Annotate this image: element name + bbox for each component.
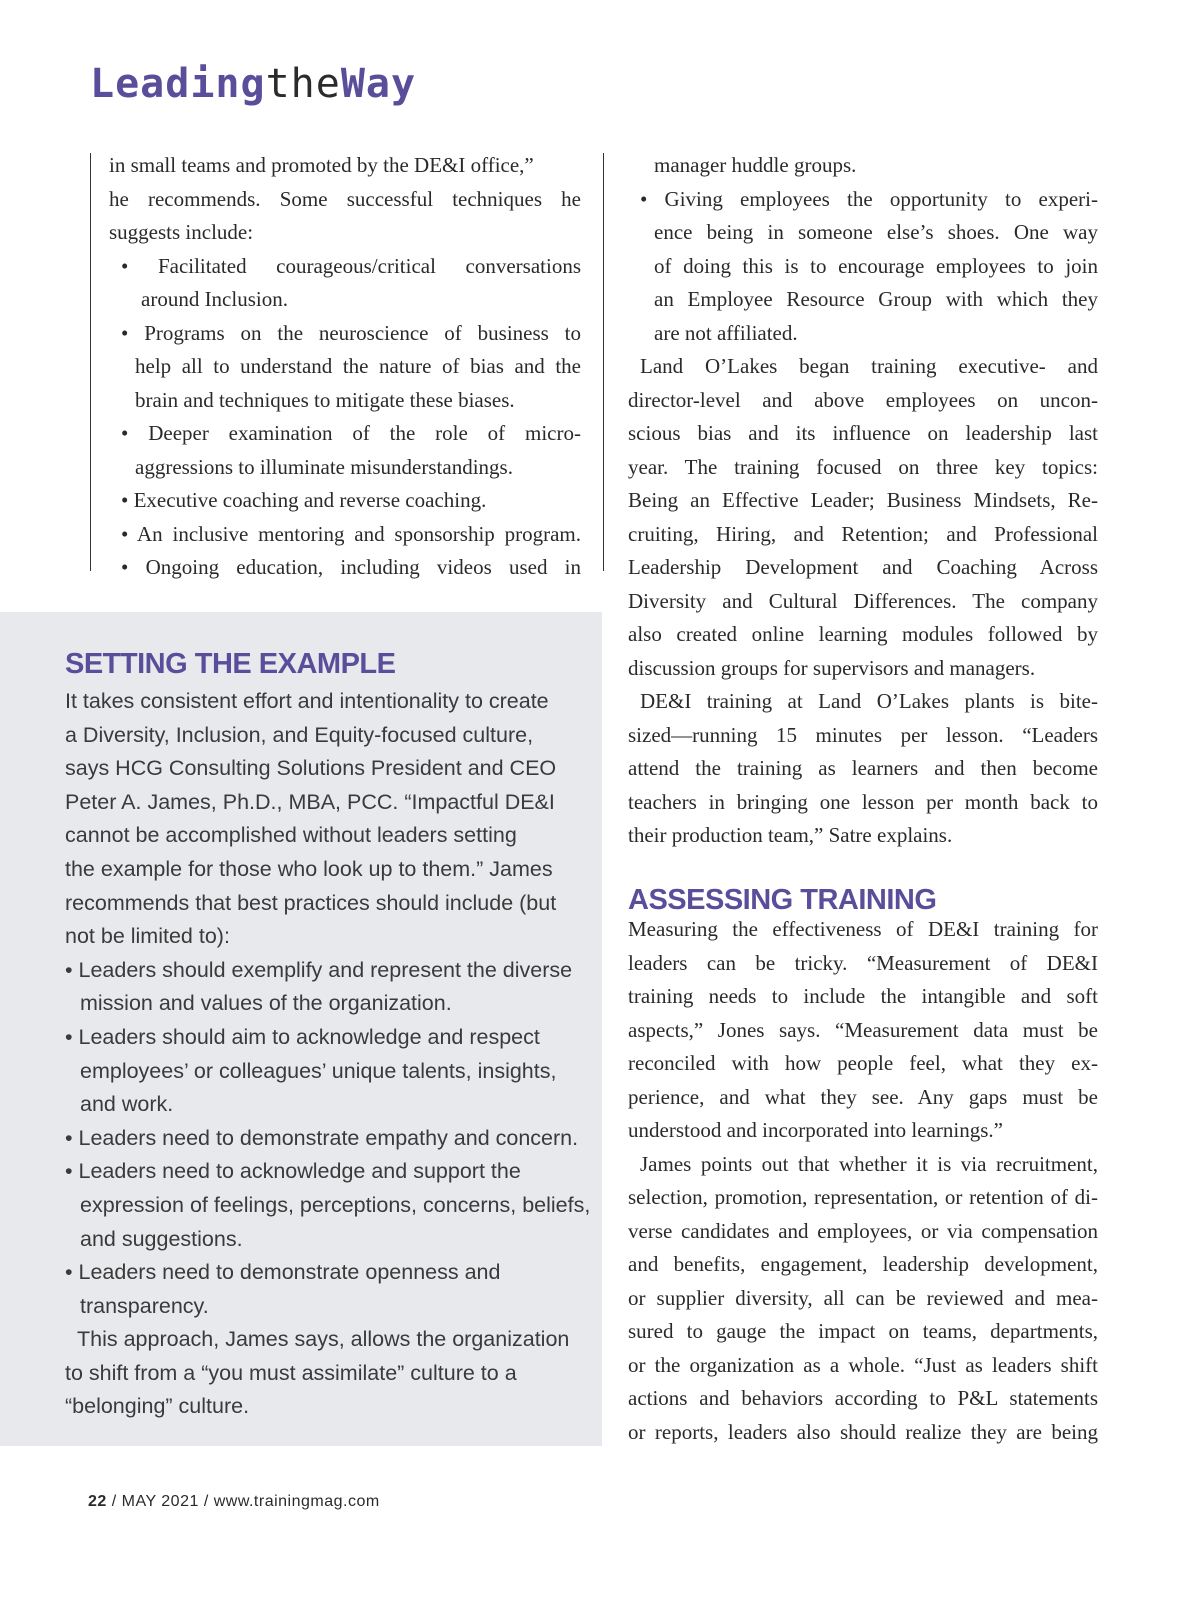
body-text-line: Being an Effective Leader; Business Mindsets, Re- [628, 488, 1098, 512]
body-text-line: or the organization as a whole. “Just as leaders shift [628, 1352, 1098, 1377]
masthead-leading: Leading [90, 61, 266, 107]
body-text-line: sized—running 15 minutes per lesson. “Leaders [628, 722, 1098, 747]
sidebar-text-line: and suggestions. [80, 1226, 243, 1251]
body-text-line: and benefits, engagement, leadership development, [628, 1252, 1098, 1276]
sidebar-text-line: • Leaders should aim to acknowledge and respect [65, 1024, 540, 1049]
sidebar-text-line: and work. [80, 1092, 174, 1117]
masthead-logo [90, 60, 416, 108]
body-text-line: also created online learning modules followed by [628, 622, 1098, 646]
sidebar-text-line: This approach, James says, allows the organization [77, 1327, 570, 1352]
body-text-line: attend the training as learners and then become [628, 756, 1098, 780]
body-text-line: • Giving employees the opportunity to experi- [640, 186, 1098, 211]
body-text-line: • Deeper examination of the role of micro- [121, 421, 581, 445]
body-text-line: aggressions to illuminate misunderstandings. [135, 454, 513, 479]
right-column-text-continued [628, 913, 1098, 1449]
section-heading-assessing-training: ASSESSING TRAINING [628, 884, 937, 916]
body-text-line: teachers in bringing one lesson per month back to [628, 789, 1098, 814]
footer-issue-url: / MAY 2021 / www.trainingmag.com [106, 1493, 380, 1510]
sidebar-heading: SETTING THE EXAMPLE [65, 648, 396, 680]
sidebar-text-line: transparency. [80, 1293, 209, 1318]
body-text-line: verse candidates and employees, or via compensation [628, 1218, 1098, 1243]
body-text-line: actions and behaviors according to P&L statements [628, 1386, 1098, 1410]
right-column-rule [603, 153, 604, 571]
sidebar-text-line: Peter A. James, Ph.D., MBA, PCC. “Impactful DE&I [65, 789, 555, 814]
body-text-line: help all to understand the nature of bias and the [135, 354, 581, 378]
body-text-line: their production team,” Satre explains. [628, 823, 953, 847]
body-text-line: director-level and above employees on uncon- [628, 387, 1098, 412]
sidebar-text-line: “belonging” culture. [65, 1394, 250, 1419]
body-text-line: • Facilitated courageous/critical conversations [121, 253, 581, 278]
body-text-line: Land O’Lakes began training executive- and [640, 354, 1098, 378]
sidebar-text-line: mission and values of the organization. [80, 991, 452, 1016]
body-text-line: perience, and what they see. Any gaps must be [628, 1084, 1098, 1109]
sidebar-text [65, 685, 591, 1424]
sidebar-text-line: to shift from a “you must assimilate” culture to a [65, 1360, 517, 1385]
sidebar-text-line: It takes consistent effort and intentionality to create [65, 689, 549, 713]
body-text-line: selection, promotion, representation, or retention of di- [628, 1185, 1098, 1209]
body-text-line: brain and techniques to mitigate these biases. [135, 387, 515, 412]
body-text-line: DE&I training at Land O’Lakes plants is bite- [640, 689, 1098, 713]
masthead-way: Way [340, 61, 417, 107]
body-text-line: of doing this is to encourage employees to join [654, 253, 1098, 278]
body-text-line: • Executive coaching and reverse coaching. [121, 488, 487, 512]
left-column-text [109, 149, 581, 585]
body-text-line: he recommends. Some successful techniques he [109, 186, 581, 211]
sidebar-text-line: • Leaders need to acknowledge and support the [65, 1159, 521, 1184]
body-text-line: or reports, leaders also should realize they are being [628, 1419, 1098, 1444]
body-text-line: leaders can be tricky. “Measurement of DE&I [628, 950, 1098, 975]
masthead-the: the [265, 61, 341, 107]
sidebar-text-line: expression of feelings, perceptions, concerns, beliefs, [80, 1192, 591, 1217]
sidebar-text-line: the example for those who look up to them.” James [65, 856, 553, 881]
body-text-line: year. The training focused on three key topics: [628, 454, 1098, 479]
sidebar-text-line: cannot be accomplished without leaders setting [65, 823, 517, 848]
sidebar-text-line: • Leaders need to demonstrate openness and [65, 1260, 501, 1285]
sidebar-text-line: a Diversity, Inclusion, and Equity-focused culture, [65, 722, 534, 747]
sidebar-text-line: says HCG Consulting Solutions President and CEO [65, 756, 557, 781]
body-text-line: or supplier diversity, all can be reviewed and mea- [628, 1285, 1098, 1310]
body-text-line: Diversity and Cultural Differences. The company [628, 588, 1098, 613]
right-column-text [628, 149, 1098, 853]
body-text-line: Leadership Development and Coaching Across [628, 555, 1098, 579]
body-text-line: discussion groups for supervisors and managers. [628, 655, 1036, 680]
body-text-line: manager huddle groups. [654, 153, 857, 177]
body-text-line: • An inclusive mentoring and sponsorship program. [121, 521, 581, 546]
sidebar-text-line: employees’ or colleagues’ unique talents, insights, [80, 1058, 557, 1083]
body-text-line: Measuring the effectiveness of DE&I training for [628, 917, 1098, 941]
body-text-line: are not affiliated. [654, 320, 798, 345]
body-text-line: suggests include: [109, 220, 254, 244]
body-text-line: training needs to include the intangible and soft [628, 984, 1098, 1008]
sidebar-text-line: • Leaders should exemplify and represent the diverse [65, 957, 573, 982]
body-text-line: scious bias and its influence on leadership last [628, 421, 1098, 445]
page-footer [88, 1493, 380, 1511]
sidebar-text-line: recommends that best practices should include (but [65, 890, 557, 915]
body-text-line: • Ongoing education, including videos used in [121, 555, 581, 579]
sidebar-text-line: not be limited to): [65, 924, 230, 949]
body-text-line: cruiting, Hiring, and Retention; and Professional [628, 521, 1098, 546]
left-column-rule [90, 153, 91, 571]
body-text-line: an Employee Resource Group with which they [654, 287, 1098, 311]
body-text-line: aspects,” Jones says. “Measurement data must be [628, 1017, 1098, 1042]
body-text-line: • Programs on the neuroscience of business to [121, 320, 581, 345]
body-text-line: in small teams and promoted by the DE&I office,” [109, 153, 534, 177]
body-text-line: understood and incorporated into learnings.” [628, 1118, 1003, 1142]
page-number: 22 [88, 1493, 107, 1510]
body-text-line: reconciled with how people feel, what they ex- [628, 1051, 1098, 1075]
body-text-line: James points out that whether it is via recruitment, [640, 1151, 1098, 1176]
body-text-line: ence being in someone else’s shoes. One way [654, 220, 1098, 244]
body-text-line: sured to gauge the impact on teams, departments, [628, 1319, 1098, 1343]
sidebar-text-line: • Leaders need to demonstrate empathy and concern. [65, 1125, 579, 1150]
body-text-line: around Inclusion. [141, 287, 288, 311]
